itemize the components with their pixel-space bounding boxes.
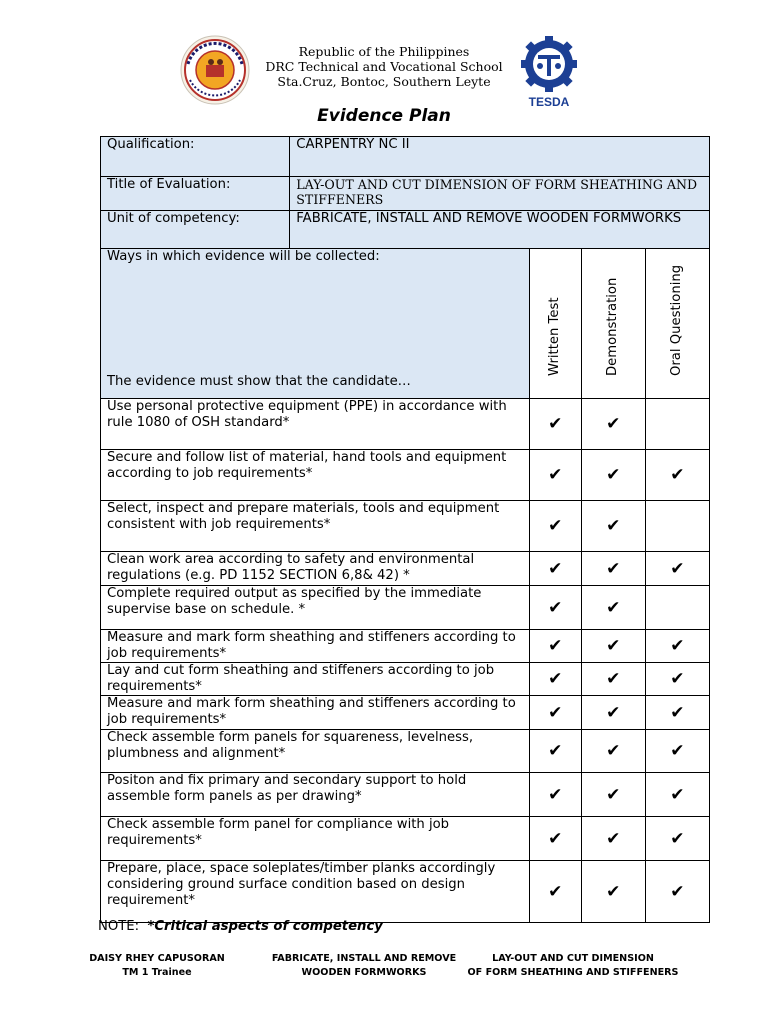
document-header: [0, 30, 768, 110]
criteria-row: [101, 663, 710, 696]
school-name-line: DRC Technical and Vocational School: [265, 59, 503, 74]
check-icon: ✔: [670, 741, 685, 761]
check-icon: ✔: [606, 636, 621, 656]
criteria-row: [101, 696, 710, 730]
check-icon: ✔: [548, 636, 563, 656]
check-cell: [645, 817, 709, 861]
unit-line-1: FABRICATE, INSTALL AND REMOVE: [271, 953, 457, 964]
country-line: Republic of the Philippines: [298, 44, 470, 59]
check-icon: ✔: [670, 881, 685, 902]
criteria-text: Measure and mark form sheathing and stiffeners according to job requirements*: [101, 630, 530, 663]
method-oral-questioning: [645, 249, 709, 399]
check-cell: [645, 501, 709, 552]
check-icon: ✔: [606, 669, 621, 689]
criteria-row: [101, 730, 710, 773]
criteria-text: Secure and follow list of material, hand tools and equipment according to job requirements*: [101, 450, 530, 501]
criteria-text: Check assemble form panels for squareness, levelness, plumbness and alignment*: [101, 730, 530, 773]
check-cell: [581, 501, 645, 552]
check-icon: ✔: [670, 465, 685, 485]
check-cell: [529, 861, 581, 923]
check-icon: ✔: [548, 828, 563, 849]
school-logo: [176, 34, 254, 106]
ways-cell: [101, 249, 530, 399]
check-cell: [581, 399, 645, 450]
evaluation-line-1: LAY-OUT AND CUT DIMENSION: [492, 953, 654, 964]
check-cell: [645, 552, 709, 586]
method-demonstration: [581, 249, 645, 399]
check-icon: ✔: [548, 597, 563, 618]
check-icon: ✔: [606, 414, 621, 434]
check-icon: ✔: [548, 558, 563, 579]
check-icon: ✔: [548, 465, 563, 485]
check-cell: [581, 630, 645, 663]
check-icon: ✔: [548, 702, 563, 723]
criteria-row: [101, 861, 710, 923]
tesda-logo: [516, 36, 582, 108]
check-icon: ✔: [606, 784, 621, 805]
check-icon: ✔: [670, 702, 685, 723]
check-cell: [581, 696, 645, 730]
check-cell: [529, 630, 581, 663]
qualification-value: CARPENTRY NC II: [290, 137, 710, 177]
check-icon: ✔: [670, 784, 685, 805]
criteria-text: Complete required output as specified by the immediate supervise base on schedule. *: [101, 586, 530, 630]
criteria-text: Check assemble form panel for compliance with job requirements*: [101, 817, 530, 861]
criteria-text: Lay and cut form sheathing and stiffeners according to job requirements*: [101, 663, 530, 696]
check-icon: ✔: [606, 741, 621, 761]
method-written-test: [529, 249, 581, 399]
check-icon: ✔: [606, 516, 621, 536]
criteria-text: Positon and fix primary and secondary support to hold assemble form panels as per drawing*: [101, 773, 530, 817]
tesda-logo-text: TESDA: [528, 95, 570, 108]
ways-sub: The evidence must show that the candidate…: [107, 374, 411, 389]
check-cell: [581, 861, 645, 923]
page-title: Evidence Plan: [317, 106, 451, 126]
check-cell: [529, 730, 581, 773]
check-icon: ✔: [606, 881, 621, 902]
trainee-role: TM 1 Trainee: [122, 967, 192, 978]
check-cell: [529, 552, 581, 586]
criteria-text: Measure and mark form sheathing and stiffeners according to job requirements*: [101, 696, 530, 730]
criteria-row: [101, 501, 710, 552]
check-cell: [529, 501, 581, 552]
footer-evaluation: [462, 952, 684, 980]
check-icon: ✔: [548, 414, 563, 434]
check-cell: [529, 773, 581, 817]
check-cell: [645, 773, 709, 817]
check-icon: ✔: [548, 669, 563, 689]
check-cell: [581, 663, 645, 696]
check-icon: ✔: [606, 465, 621, 485]
criteria-row: [101, 817, 710, 861]
check-icon: ✔: [548, 784, 563, 805]
competency-label: Unit of competency:: [101, 211, 290, 249]
check-icon: ✔: [548, 741, 563, 761]
check-icon: ✔: [606, 828, 621, 849]
method-label: Oral Questioning: [669, 264, 685, 376]
competency-value: FABRICATE, INSTALL AND REMOVE WOODEN FORMWORKS: [290, 211, 710, 249]
check-cell: [581, 586, 645, 630]
criteria-text: Use personal protective equipment (PPE) in accordance with rule 1080 of OSH standard*: [101, 399, 530, 450]
trainee-name: DAISY RHEY CAPUSORAN: [89, 953, 225, 964]
method-label: Written Test: [547, 297, 563, 376]
check-icon: ✔: [670, 669, 685, 689]
school-address: [248, 44, 520, 89]
check-cell: [581, 773, 645, 817]
check-icon: ✔: [670, 558, 685, 579]
check-cell: [645, 730, 709, 773]
check-cell: [645, 630, 709, 663]
check-cell: [529, 663, 581, 696]
criteria-text: Clean work area according to safety and environmental regulations (e.g. PD 1152 SECTION 6,8& 42) *: [101, 552, 530, 586]
check-icon: ✔: [670, 636, 685, 656]
check-icon: ✔: [606, 558, 621, 579]
criteria-row: [101, 450, 710, 501]
unit-line-2: WOODEN FORMWORKS: [301, 967, 427, 978]
criteria-row: [101, 630, 710, 663]
check-cell: [529, 586, 581, 630]
check-cell: [529, 817, 581, 861]
location-line: Sta.Cruz, Bontoc, Southern Leyte: [277, 74, 491, 89]
criteria-row: [101, 586, 710, 630]
check-cell: [645, 696, 709, 730]
check-cell: [645, 663, 709, 696]
criteria-text: Select, inspect and prepare materials, tools and equipment consistent with job requirements*: [101, 501, 530, 552]
criteria-list: [101, 399, 710, 923]
criteria-row: [101, 399, 710, 450]
evidence-plan-table: [100, 136, 710, 923]
check-icon: ✔: [548, 516, 563, 536]
methods-header-row: [101, 249, 710, 399]
check-cell: [581, 730, 645, 773]
evaluation-value: LAY-OUT AND CUT DIMENSION OF FORM SHEATHING AND STIFFENERS: [290, 177, 710, 211]
check-icon: ✔: [606, 702, 621, 723]
check-cell: [529, 450, 581, 501]
qualification-label: Qualification:: [101, 137, 290, 177]
check-icon: ✔: [548, 881, 563, 902]
check-cell: [529, 696, 581, 730]
ways-label: Ways in which evidence will be collected:: [107, 249, 380, 264]
check-cell: [581, 552, 645, 586]
note-text: *Critical aspects of competency: [147, 919, 383, 934]
check-cell: [645, 586, 709, 630]
check-icon: ✔: [606, 597, 621, 618]
check-cell: [645, 450, 709, 501]
note-label: NOTE:: [98, 919, 140, 934]
check-cell: [645, 399, 709, 450]
criteria-text: Prepare, place, space soleplates/timber planks accordingly considering ground surface condition based on design requirement*: [101, 861, 530, 923]
note: [98, 919, 383, 934]
footer-unit: [262, 952, 466, 980]
criteria-row: [101, 773, 710, 817]
qualification-row: [101, 137, 710, 177]
check-icon: ✔: [670, 828, 685, 849]
evaluation-label: Title of Evaluation:: [101, 177, 290, 211]
footer-trainee: [84, 952, 230, 980]
check-cell: [529, 399, 581, 450]
check-cell: [645, 861, 709, 923]
evaluation-row: [101, 177, 710, 211]
method-label: Demonstration: [605, 277, 621, 376]
evaluation-line-2: OF FORM SHEATHING AND STIFFENERS: [467, 967, 679, 978]
criteria-row: [101, 552, 710, 586]
check-cell: [581, 450, 645, 501]
check-cell: [581, 817, 645, 861]
